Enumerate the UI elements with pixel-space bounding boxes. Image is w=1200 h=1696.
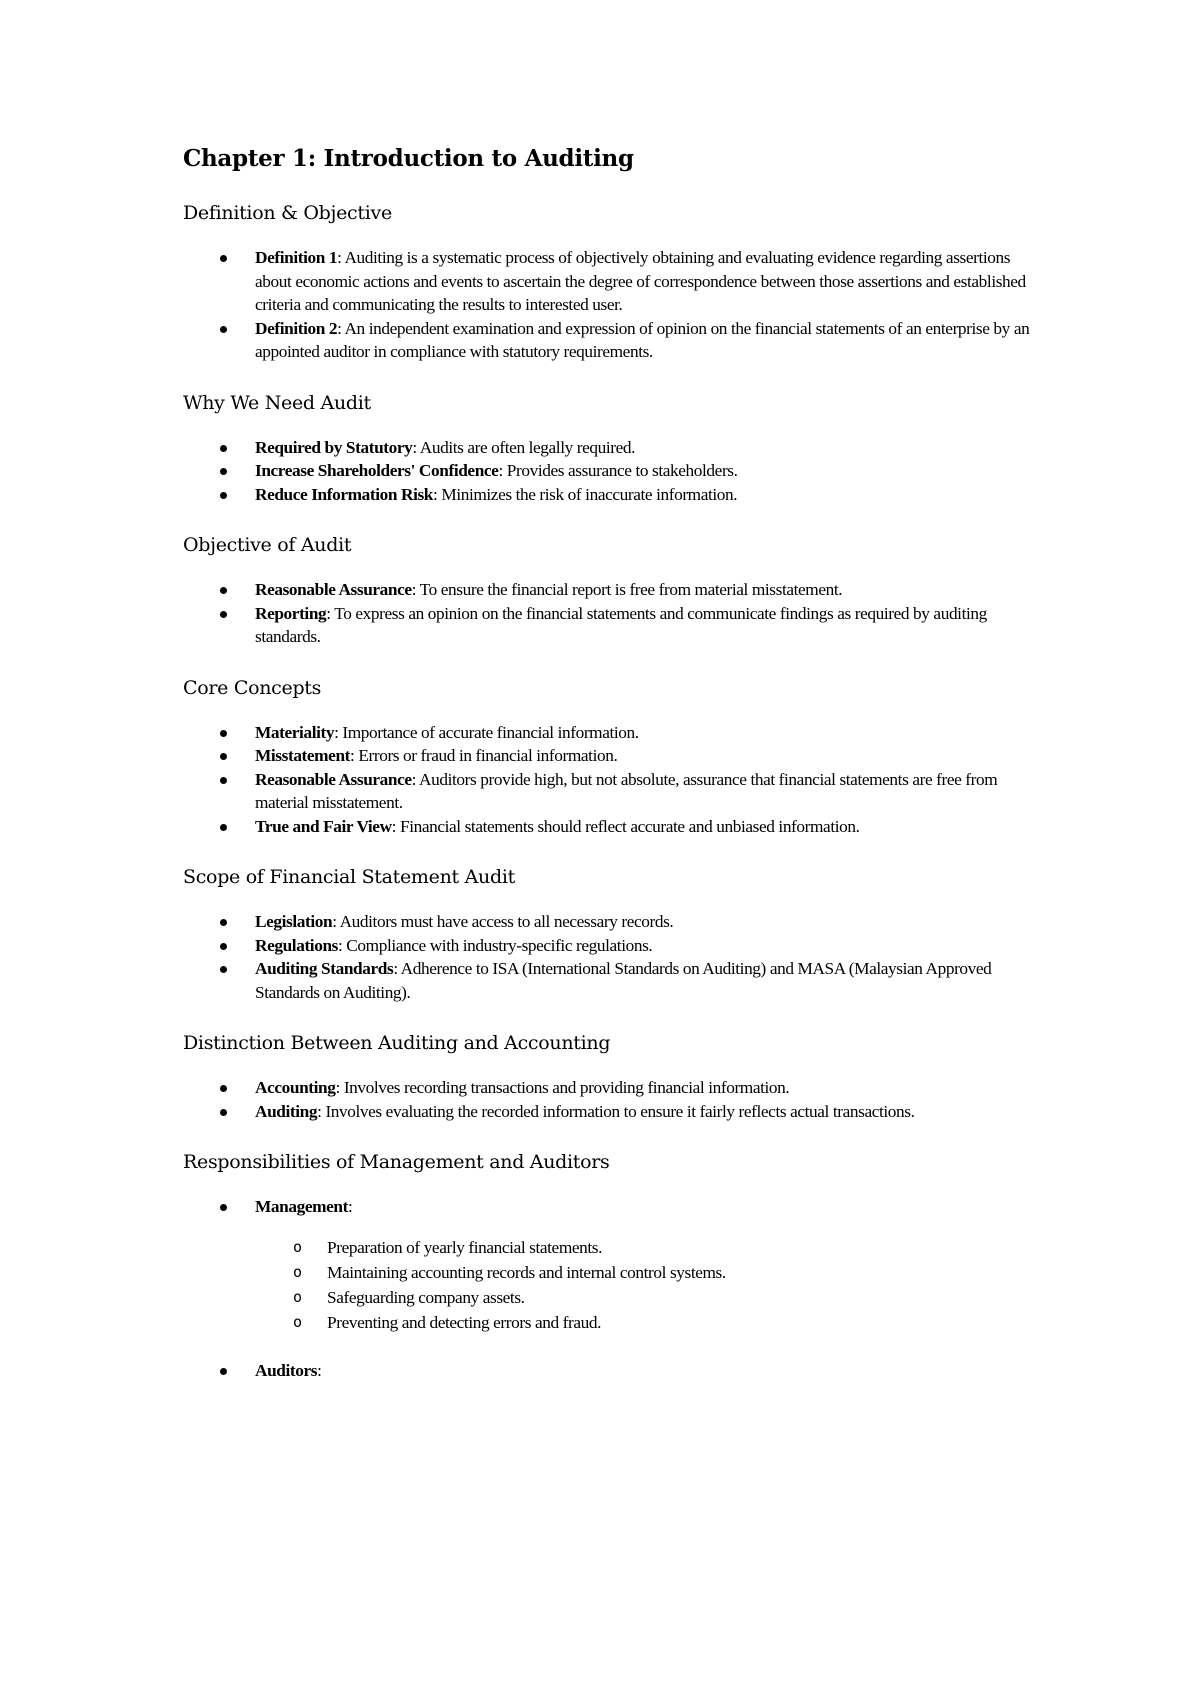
list-item-term: Reporting: [255, 603, 327, 623]
management-sublist: [183, 1235, 1043, 1335]
bullet-icon: [220, 1204, 227, 1211]
list-item-text: :: [347, 1197, 353, 1216]
list-item: [183, 317, 1043, 364]
list-item-term: Auditing: [255, 1101, 318, 1121]
section-heading-core: Core Concepts: [183, 676, 322, 699]
core-list: [183, 721, 1043, 839]
bullet-icon: [220, 824, 227, 831]
circle-bullet-icon: o: [293, 1262, 302, 1281]
sub-list-item: [183, 1285, 1043, 1310]
document-page: [183, 144, 1043, 1408]
list-item-term: Required by Statutory: [255, 437, 413, 457]
list-item-text: : Adherence to ISA (International Standards on Auditing) and MASA (Malaysian Approved Standards on Auditing).: [255, 959, 992, 1002]
bullet-icon: [220, 611, 227, 618]
bullet-icon: [220, 1109, 227, 1116]
bullet-icon: [220, 753, 227, 760]
list-item-text: : Compliance with industry-specific regulations.: [337, 935, 653, 955]
list-item: [183, 1100, 1043, 1124]
list-item: [183, 602, 1043, 649]
bullet-icon: [220, 492, 227, 499]
list-item-text: : Involves evaluating the recorded information to ensure it fairly reflects actual transactions.: [317, 1101, 915, 1121]
bullet-icon: [220, 255, 227, 262]
list-item: [183, 768, 1043, 815]
section-heading-why: Why We Need Audit: [183, 391, 371, 414]
section-heading-distinction: Distinction Between Auditing and Accounting: [183, 1032, 611, 1054]
list-item: [183, 459, 1043, 483]
section-heading-definition: Definition & Objective: [183, 202, 392, 224]
bullet-icon: [220, 919, 227, 926]
list-item-text: :: [317, 1360, 322, 1380]
circle-bullet-icon: o: [293, 1237, 302, 1256]
list-item-management: [183, 1195, 1043, 1219]
list-item-term: Misstatement: [255, 746, 351, 765]
list-item-text: : Auditing is a systematic process of objectively obtaining and evaluating evidence regarding assertions about economic actions and events to ascertain the degree of correspondence between those assertions and established criteria and communicating the results to interested user.: [255, 248, 1026, 314]
bullet-icon: [220, 777, 227, 784]
list-item-term: Increase Shareholders' Confidence: [255, 461, 499, 480]
list-item-term: Reduce Information Risk: [255, 484, 434, 504]
responsibilities-list-auditors: [183, 1359, 1043, 1383]
bullet-icon: [220, 1085, 227, 1092]
list-item-term: Management: [255, 1197, 348, 1216]
sub-list-item: [183, 1260, 1043, 1285]
list-item-term: True and Fair View: [255, 816, 392, 836]
list-item-auditors: [183, 1359, 1043, 1383]
list-item-term: Accounting: [255, 1078, 336, 1097]
list-item: [183, 1076, 1043, 1100]
list-item-term: Reasonable Assurance: [255, 769, 412, 789]
list-item-term: Definition 2: [255, 318, 338, 338]
list-item-text: : To express an opinion on the financial statements and communicate findings as required by auditing standards.: [255, 603, 987, 646]
list-item-term: Legislation: [255, 912, 333, 931]
list-item-text: : Financial statements should reflect accurate and unbiased information.: [391, 816, 860, 836]
list-item-text: : Minimizes the risk of inaccurate information.: [433, 484, 738, 504]
list-item: [183, 436, 1043, 460]
scope-list: [183, 910, 1043, 1004]
list-item-text: : Audits are often legally required.: [412, 437, 636, 457]
bullet-icon: [220, 1368, 227, 1375]
sub-list-item: [183, 1235, 1043, 1260]
bullet-icon: [220, 730, 227, 737]
circle-bullet-icon: o: [293, 1287, 302, 1306]
list-item-term: Definition 1: [255, 248, 338, 267]
list-item-term: Auditing Standards: [255, 959, 394, 978]
list-item-text: : An independent examination and expression of opinion on the financial statements of an enterprise by an appointed auditor in compliance with statutory requirements.: [255, 318, 1030, 361]
list-item: [183, 578, 1043, 602]
bullet-icon: [220, 468, 227, 475]
definition-list: [183, 246, 1043, 364]
page-title: Chapter 1: Introduction to Auditing: [183, 145, 634, 172]
sub-list-item-text: Preventing and detecting errors and fraud.: [327, 1312, 601, 1332]
sub-list-item-text: Maintaining accounting records and internal control systems.: [327, 1262, 726, 1282]
list-item-text: : Provides assurance to stakeholders.: [498, 461, 738, 480]
list-item-term: Regulations: [255, 935, 338, 955]
list-item-text: : Errors or fraud in financial information.: [350, 746, 618, 765]
list-item-term: Auditors: [255, 1360, 318, 1380]
list-item-text: : Auditors provide high, but not absolute, assurance that financial statements are free from material misstatement.: [255, 769, 998, 812]
management-sublist-wrap: [255, 1235, 1043, 1335]
list-item-term: Reasonable Assurance: [255, 580, 412, 599]
list-item: [183, 934, 1043, 958]
list-item-term: Materiality: [255, 722, 335, 742]
sub-list-item-text: Preparation of yearly financial statements.: [327, 1237, 603, 1257]
responsibilities-list: [183, 1195, 1043, 1219]
list-item: [183, 246, 1043, 317]
sub-list-item: [183, 1310, 1043, 1335]
sub-list-item-text: Safeguarding company assets.: [327, 1287, 525, 1307]
section-heading-objective: Objective of Audit: [183, 534, 352, 556]
bullet-icon: [220, 326, 227, 333]
list-item-text: : Auditors must have access to all necessary records.: [332, 912, 674, 931]
bullet-icon: [220, 445, 227, 452]
bullet-icon: [220, 966, 227, 973]
circle-bullet-icon: o: [293, 1312, 302, 1331]
list-item: [183, 721, 1043, 745]
list-item: [183, 483, 1043, 507]
section-heading-scope: Scope of Financial Statement Audit: [183, 866, 515, 888]
section-heading-responsibilities: Responsibilities of Management and Auditors: [183, 1151, 610, 1173]
list-item: [183, 957, 1043, 1004]
objective-list: [183, 578, 1043, 649]
bullet-icon: [220, 943, 227, 950]
why-list: [183, 436, 1043, 507]
list-item-text: : Importance of accurate financial information.: [334, 722, 639, 742]
list-item-text: : To ensure the financial report is free from material misstatement.: [411, 580, 843, 599]
list-item: [183, 815, 1043, 839]
list-item: [183, 910, 1043, 934]
distinction-list: [183, 1076, 1043, 1123]
bullet-icon: [220, 587, 227, 594]
list-item-text: : Involves recording transactions and providing financial information.: [335, 1078, 790, 1097]
list-item: [183, 744, 1043, 768]
